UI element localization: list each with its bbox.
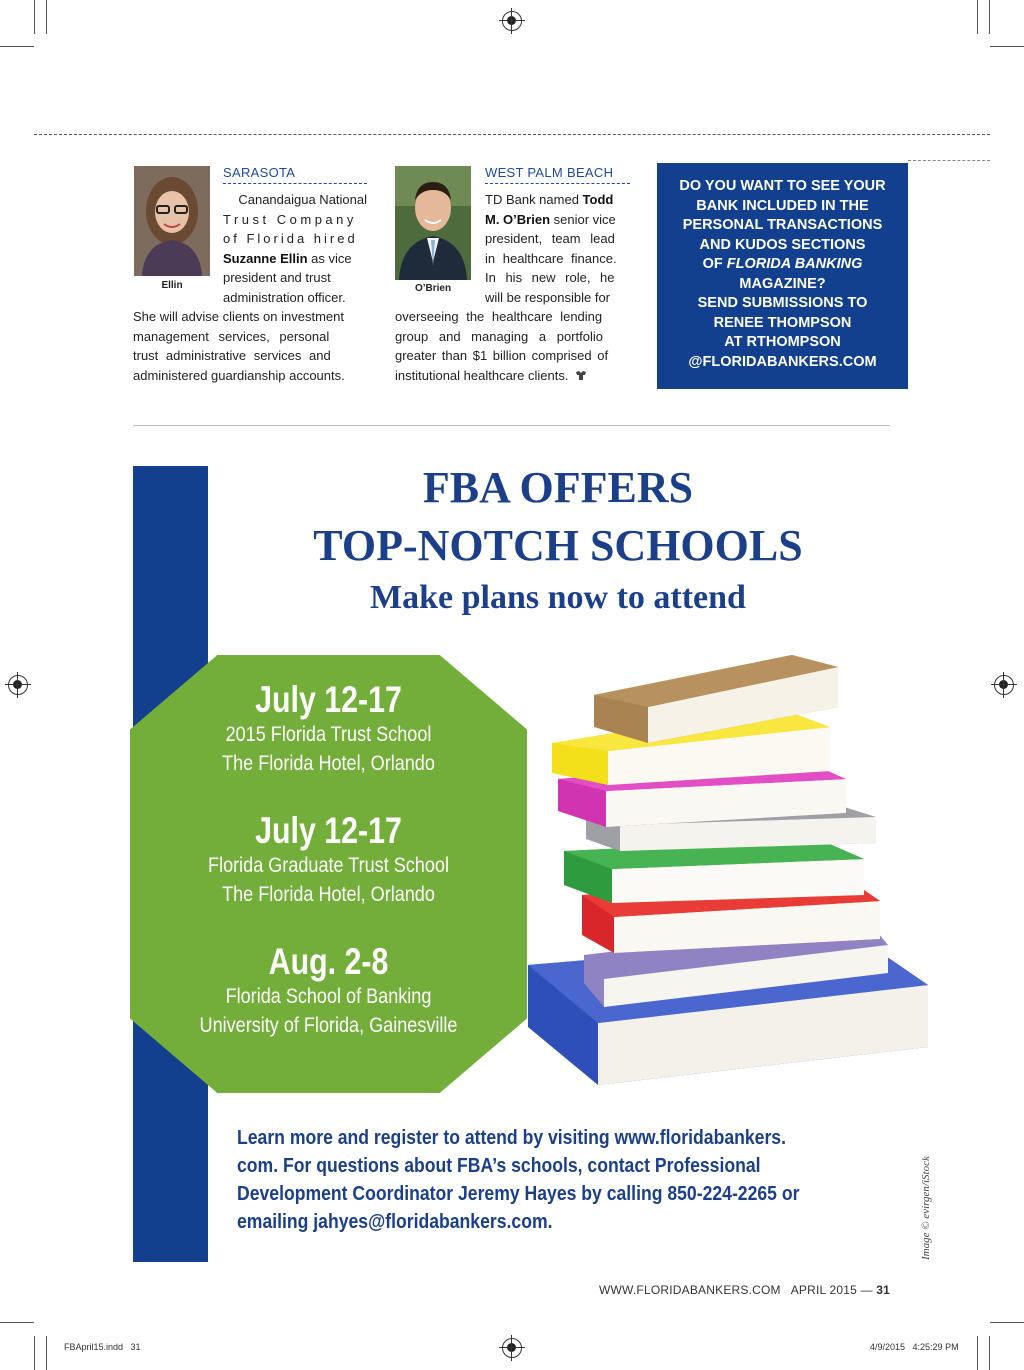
text-line: com. For questions about FBA’s schools, contact Professional [237, 1155, 761, 1177]
callout-line: AT RTHOMPSON [724, 334, 841, 350]
ellin-photo [134, 166, 210, 276]
callout-line: BANK INCLUDED IN THE [696, 197, 869, 214]
book-stack-illustration [518, 655, 930, 1087]
section-divider [133, 425, 890, 426]
ad-title-line2: TOP-NOTCH SCHOOLS [313, 521, 803, 570]
text-line: Development Coordinator Jeremy Hayes by calling 850-224-2265 or [237, 1183, 800, 1205]
school-venue: The Florida Hotel, Orlando [222, 883, 435, 906]
text-line: emailing jahyes@floridabankers.com. [237, 1211, 553, 1233]
crop-mark [34, 1336, 35, 1370]
callout-line: AND KUDOS SECTIONS [699, 236, 866, 253]
school-entry [150, 942, 507, 1040]
folio-site: WWW.FLORIDABANKERS.COM [598, 1283, 781, 1297]
folio-issue: APRIL 2015 [790, 1283, 857, 1297]
ad-subtitle: Make plans now to attend [370, 579, 746, 616]
top-dashed-rule [34, 134, 990, 135]
crop-mark [977, 0, 978, 34]
text-line: Learn more and register to attend by visiting www.floridabankers. [237, 1127, 786, 1149]
image-credit: Image © evirgen/iStock [920, 1156, 932, 1260]
text-line: Suzanne Ellin as vice [223, 250, 352, 266]
school-name: Florida School of Banking [225, 985, 432, 1008]
school-venue: The Florida Hotel, Orlando [222, 752, 435, 775]
text-line: greater than $1 billion comprised of [395, 348, 609, 363]
school-entry [150, 811, 507, 909]
school-venue: University of Florida, Gainesville [199, 1014, 458, 1037]
last-line [395, 366, 630, 386]
photo-caption: Ellin [161, 280, 183, 291]
school-name: 2015 Florida Trust School [225, 723, 432, 746]
school-date: July 12-17 [255, 810, 402, 851]
callout-line: OF FLORIDA BANKING [702, 256, 863, 272]
text-line: in healthcare finance. [485, 250, 617, 266]
text-line: overseeing the healthcare lending [395, 309, 603, 324]
text-line: president, team lead [485, 231, 615, 246]
location-heading: WEST PALM BEACH [485, 165, 614, 180]
text-line: In his new role, he [485, 270, 615, 285]
registration-mark-icon [502, 11, 522, 31]
ellin-text [223, 190, 367, 307]
slug-timestamp: 4/9/2015 4:25:29 PM [870, 1342, 959, 1352]
text-line: Canandaigua National [238, 192, 367, 207]
registration-mark-icon [502, 1338, 522, 1358]
ellin-text-wide [133, 307, 367, 385]
school-date: Aug. 2-8 [268, 941, 389, 982]
callout-line: PERSONAL TRANSACTIONS [682, 217, 883, 233]
school-name: Florida Graduate Trust School [208, 854, 449, 877]
ad-registration-text [237, 1124, 800, 1236]
ad-title-line1: FBA OFFERS [422, 463, 694, 512]
crop-mark [989, 0, 990, 34]
callout-line: @FLORIDABANKERS.COM [688, 353, 877, 370]
obrien-text [485, 190, 630, 307]
text-line: will be responsible for [485, 289, 611, 305]
slug-file: FBApril15.indd 31 [64, 1342, 141, 1352]
page-number: 31 [876, 1283, 890, 1297]
crop-mark [989, 1336, 990, 1370]
submission-callout [657, 163, 908, 389]
crop-mark [34, 0, 35, 34]
obrien-text-wide [395, 307, 630, 385]
folio-dash: — [860, 1283, 873, 1297]
registration-mark-icon [994, 675, 1014, 695]
crop-mark [0, 46, 34, 47]
text-line: M. O’Brien senior vice [485, 211, 616, 227]
callout-line: RENEE THOMPSON [713, 314, 852, 331]
text-line: administered guardianship accounts. [133, 367, 345, 383]
text-line: of Florida hired [223, 231, 358, 246]
text-line: trust administrative services and [133, 348, 331, 363]
text-line: She will advise clients on investment [133, 309, 344, 324]
callout-line: MAGAZINE? [739, 275, 826, 292]
photo-caption: O’Brien [414, 283, 452, 294]
text-line: president and trust [223, 270, 331, 285]
callout-line: SEND SUBMISSIONS TO [697, 295, 868, 311]
registration-mark-icon [8, 675, 28, 695]
heading-underline [223, 183, 367, 184]
text-line: Trust Company [223, 211, 357, 227]
crop-mark [977, 1336, 978, 1370]
location-heading: SARASOTA [223, 165, 296, 180]
school-entry [150, 680, 507, 778]
crop-mark [46, 1336, 47, 1370]
crop-mark [46, 0, 47, 34]
obrien-photo [395, 166, 471, 280]
crop-mark [0, 1322, 34, 1323]
right-dashed-rule [908, 160, 990, 161]
callout-line: DO YOU WANT TO SEE YOUR [679, 178, 886, 194]
crop-mark [990, 1322, 1024, 1323]
text-line: TD Bank named Todd [485, 192, 614, 207]
text-line: institutional healthcare clients. [395, 367, 569, 383]
crop-mark [990, 46, 1024, 47]
end-mark-icon [575, 367, 587, 378]
heading-underline [485, 183, 630, 184]
text-line: group and managing a portfolio [395, 328, 603, 344]
page-folio [599, 1283, 890, 1297]
school-date: July 12-17 [255, 679, 402, 720]
text-line: management services, personal [133, 328, 330, 344]
text-line: administration officer. [223, 289, 346, 305]
